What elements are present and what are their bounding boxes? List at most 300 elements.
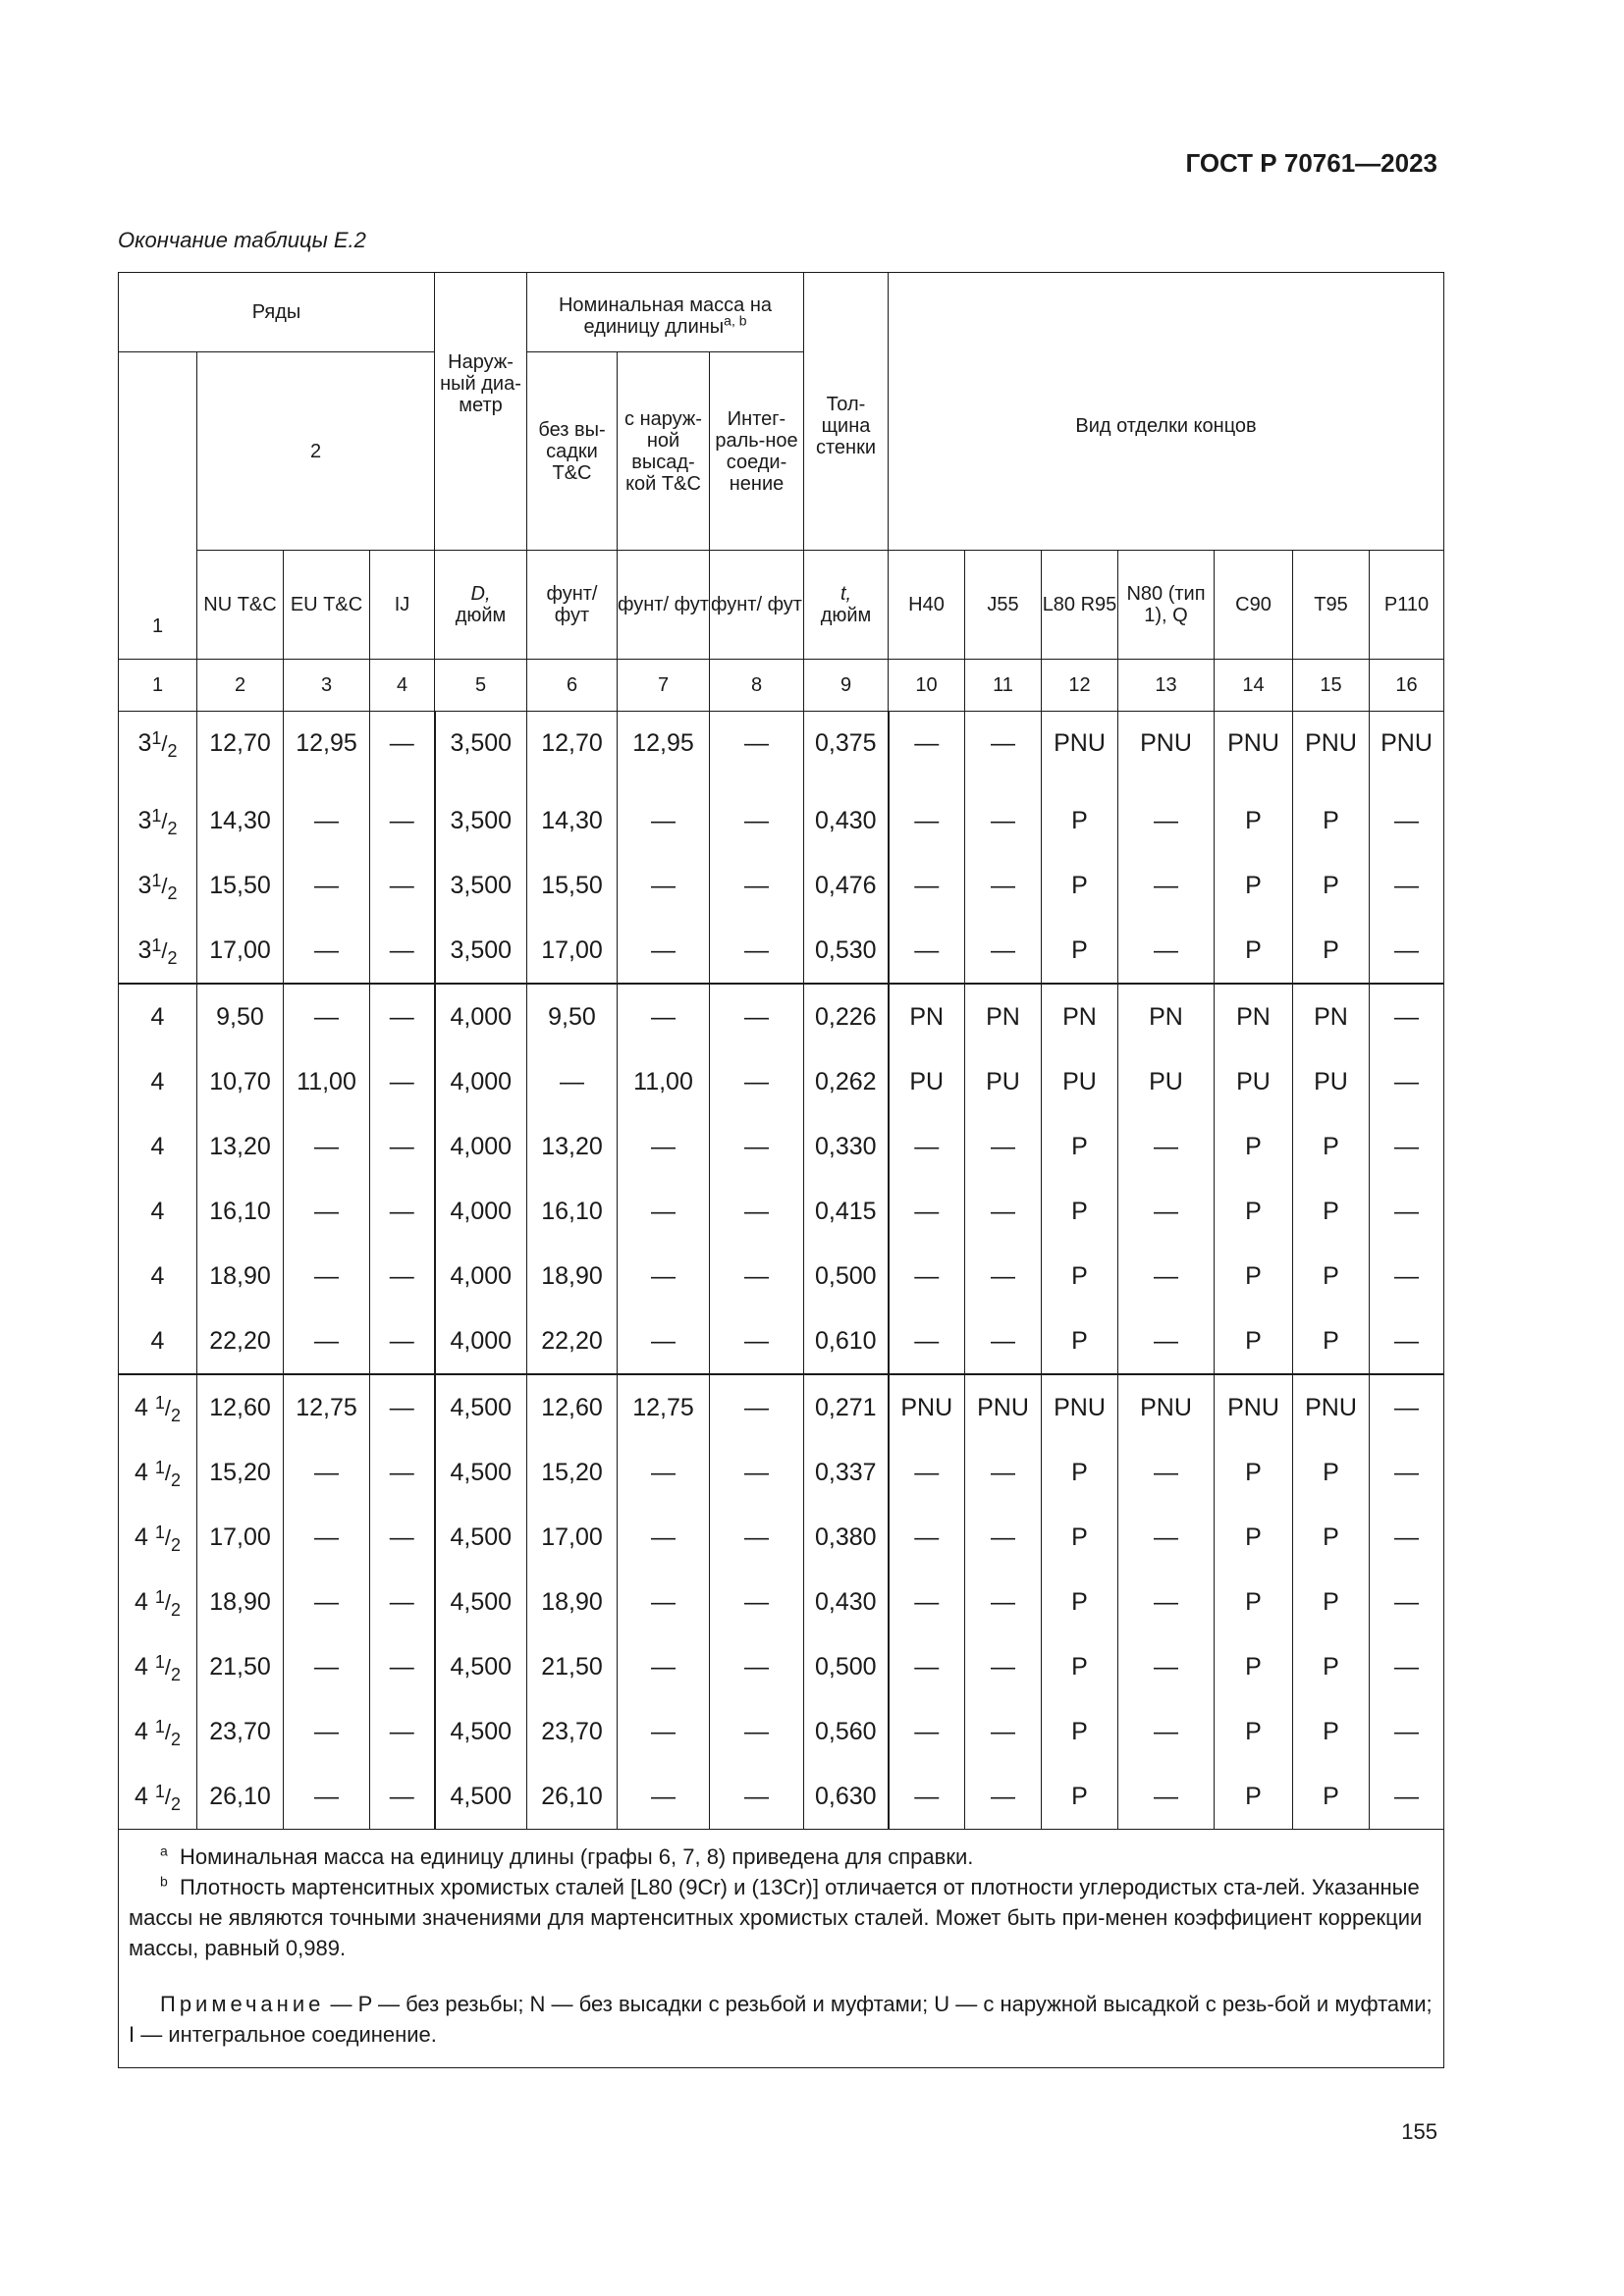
cell-size: 4 $^1/_2$	[119, 1374, 197, 1440]
cell-size: 4 $^1/_2$	[119, 1634, 197, 1699]
cell-m7: —	[618, 853, 710, 918]
standard-code: ГОСТ Р 70761—2023	[1185, 148, 1437, 178]
cell-p110: —	[1370, 1699, 1444, 1764]
cell-size: 4	[119, 1179, 197, 1244]
cell-eu: —	[284, 1699, 370, 1764]
cell-ij: —	[370, 1308, 435, 1374]
cell-eu: —	[284, 788, 370, 853]
cell-m6: 17,00	[527, 1505, 618, 1570]
cell-j55: —	[965, 1114, 1042, 1179]
column-number: 2	[197, 660, 284, 712]
table-row	[119, 1440, 1444, 1505]
cell-h40: —	[889, 712, 965, 789]
cell-d: 3,500	[435, 788, 527, 853]
cell-eu: —	[284, 1440, 370, 1505]
cell-j55: —	[965, 1440, 1042, 1505]
cell-m7: —	[618, 1699, 710, 1764]
cell-m8: —	[710, 984, 804, 1049]
cell-p110: PNU	[1370, 712, 1444, 789]
cell-n80: —	[1118, 1505, 1215, 1570]
cell-m6: 17,00	[527, 918, 618, 984]
cell-eu: —	[284, 918, 370, 984]
cell-l80: PU	[1042, 1049, 1118, 1114]
cell-eu: —	[284, 1244, 370, 1308]
cell-t95: P	[1293, 1570, 1370, 1634]
cell-m7: —	[618, 1634, 710, 1699]
cell-m8: —	[710, 1505, 804, 1570]
cell-j55: PN	[965, 984, 1042, 1049]
cell-h40: —	[889, 1244, 965, 1308]
table-body	[119, 712, 1444, 1830]
cell-ij: —	[370, 1699, 435, 1764]
cell-t95: P	[1293, 1308, 1370, 1374]
cell-t: 0,500	[804, 1244, 889, 1308]
cell-l80: P	[1042, 1308, 1118, 1374]
cell-p110: —	[1370, 1244, 1444, 1308]
cell-eu: —	[284, 1308, 370, 1374]
cell-t95: P	[1293, 1179, 1370, 1244]
unit-lbft-7: фунт/ фут	[618, 551, 710, 660]
table-row	[119, 712, 1444, 789]
cell-j55: PNU	[965, 1374, 1042, 1440]
unit-eu: EU Т&С	[284, 551, 370, 660]
cell-d: 4,000	[435, 1308, 527, 1374]
cell-c90: PNU	[1215, 712, 1293, 789]
cell-l80: P	[1042, 1179, 1118, 1244]
cell-m6: 16,10	[527, 1179, 618, 1244]
cell-m8: —	[710, 1440, 804, 1505]
cell-n80: —	[1118, 1114, 1215, 1179]
cell-l80: P	[1042, 1114, 1118, 1179]
cell-h40: PNU	[889, 1374, 965, 1440]
cell-t: 0,380	[804, 1505, 889, 1570]
cell-eu: 11,00	[284, 1049, 370, 1114]
cell-t: 0,262	[804, 1049, 889, 1114]
cell-c90: P	[1215, 1764, 1293, 1830]
header-end-finish: Вид отделки концов	[889, 273, 1444, 551]
cell-ij: —	[370, 788, 435, 853]
column-number: 5	[435, 660, 527, 712]
cell-eu: 12,95	[284, 712, 370, 789]
cell-m6: 12,70	[527, 712, 618, 789]
cell-h40: PN	[889, 984, 965, 1049]
cell-c90: P	[1215, 788, 1293, 853]
cell-j55: —	[965, 712, 1042, 789]
cell-l80: P	[1042, 1699, 1118, 1764]
cell-p110: —	[1370, 788, 1444, 853]
column-number: 4	[370, 660, 435, 712]
cell-l80: P	[1042, 1634, 1118, 1699]
cell-nu: 12,70	[197, 712, 284, 789]
cell-t: 0,330	[804, 1114, 889, 1179]
cell-j55: —	[965, 1179, 1042, 1244]
cell-m7: —	[618, 1440, 710, 1505]
cell-t: 0,337	[804, 1440, 889, 1505]
cell-m8: —	[710, 1634, 804, 1699]
cell-m6: —	[527, 1049, 618, 1114]
cell-d: 4,500	[435, 1699, 527, 1764]
cell-m7: —	[618, 1764, 710, 1830]
cell-l80: PN	[1042, 984, 1118, 1049]
cell-l80: P	[1042, 1764, 1118, 1830]
cell-t: 0,476	[804, 853, 889, 918]
cell-n80: PNU	[1118, 712, 1215, 789]
cell-nu: 9,50	[197, 984, 284, 1049]
cell-d: 4,000	[435, 1244, 527, 1308]
cell-d: 4,000	[435, 984, 527, 1049]
cell-m7: —	[618, 918, 710, 984]
cell-c90: PNU	[1215, 1374, 1293, 1440]
table-row	[119, 1114, 1444, 1179]
table-row	[119, 1634, 1444, 1699]
cell-p110: —	[1370, 984, 1444, 1049]
cell-m8: —	[710, 1570, 804, 1634]
table-row	[119, 1049, 1444, 1114]
cell-m6: 12,60	[527, 1374, 618, 1440]
cell-p110: —	[1370, 1634, 1444, 1699]
cell-m7: —	[618, 1570, 710, 1634]
cell-nu: 15,20	[197, 1440, 284, 1505]
unit-d: D, дюйм	[435, 551, 527, 660]
unit-h40: H40	[889, 551, 965, 660]
cell-m7: —	[618, 1244, 710, 1308]
header-mass-no-upset: без вы-садки Т&С	[527, 352, 618, 551]
column-numbers-row	[119, 660, 1444, 712]
cell-j55: —	[965, 1505, 1042, 1570]
cell-t: 0,610	[804, 1308, 889, 1374]
cell-t95: P	[1293, 1114, 1370, 1179]
cell-m8: —	[710, 918, 804, 984]
header-wall-thickness: Тол-щина стенки	[804, 273, 889, 551]
cell-size: 4	[119, 1308, 197, 1374]
cell-m7: —	[618, 1308, 710, 1374]
cell-t95: P	[1293, 1244, 1370, 1308]
cell-n80: —	[1118, 788, 1215, 853]
unit-j55: J55	[965, 551, 1042, 660]
cell-m8: —	[710, 1049, 804, 1114]
cell-nu: 26,10	[197, 1764, 284, 1830]
cell-d: 4,500	[435, 1570, 527, 1634]
cell-size: $3^1/_2$	[119, 712, 197, 789]
unit-lbft-6: фунт/ фут	[527, 551, 618, 660]
cell-m6: 23,70	[527, 1699, 618, 1764]
cell-j55: —	[965, 1699, 1042, 1764]
cell-ij: —	[370, 1114, 435, 1179]
column-number: 9	[804, 660, 889, 712]
cell-t: 0,430	[804, 788, 889, 853]
column-number: 15	[1293, 660, 1370, 712]
cell-d: 4,000	[435, 1114, 527, 1179]
cell-m7: —	[618, 1179, 710, 1244]
cell-nu: 15,50	[197, 853, 284, 918]
column-number: 3	[284, 660, 370, 712]
cell-l80: P	[1042, 853, 1118, 918]
cell-n80: —	[1118, 1764, 1215, 1830]
cell-size: 4 $^1/_2$	[119, 1764, 197, 1830]
cell-m7: 12,75	[618, 1374, 710, 1440]
cell-t95: P	[1293, 918, 1370, 984]
cell-l80: P	[1042, 918, 1118, 984]
cell-l80: P	[1042, 788, 1118, 853]
cell-eu: —	[284, 1570, 370, 1634]
cell-m8: —	[710, 712, 804, 789]
cell-t95: PNU	[1293, 712, 1370, 789]
cell-l80: P	[1042, 1244, 1118, 1308]
cell-t: 0,530	[804, 918, 889, 984]
cell-m7: —	[618, 788, 710, 853]
cell-ij: —	[370, 1570, 435, 1634]
unit-l80: L80 R95	[1042, 551, 1118, 660]
table-row	[119, 1179, 1444, 1244]
cell-size: 4	[119, 1114, 197, 1179]
unit-lbft-8: фунт/ фут	[710, 551, 804, 660]
cell-h40: —	[889, 1570, 965, 1634]
table-row	[119, 853, 1444, 918]
cell-j55: PU	[965, 1049, 1042, 1114]
cell-size: $3^1/_2$	[119, 853, 197, 918]
cell-j55: —	[965, 1570, 1042, 1634]
column-number: 11	[965, 660, 1042, 712]
cell-j55: —	[965, 1244, 1042, 1308]
cell-n80: —	[1118, 1244, 1215, 1308]
cell-m6: 22,20	[527, 1308, 618, 1374]
table-row	[119, 1374, 1444, 1440]
cell-eu: —	[284, 1179, 370, 1244]
footnote-a: $^a$ Номинальная масса на единицу длины (графы 6, 7, 8) приведена для справки.	[160, 1842, 974, 1869]
cell-n80: PN	[1118, 984, 1215, 1049]
cell-d: 4,500	[435, 1440, 527, 1505]
cell-t95: P	[1293, 1634, 1370, 1699]
cell-ij: —	[370, 1179, 435, 1244]
cell-h40: —	[889, 1764, 965, 1830]
cell-nu: 23,70	[197, 1699, 284, 1764]
cell-m8: —	[710, 1699, 804, 1764]
cell-ij: —	[370, 918, 435, 984]
cell-t95: PN	[1293, 984, 1370, 1049]
cell-size: 4 $^1/_2$	[119, 1699, 197, 1764]
cell-t95: P	[1293, 788, 1370, 853]
cell-t: 0,560	[804, 1699, 889, 1764]
cell-size: 4	[119, 1049, 197, 1114]
cell-ij: —	[370, 1764, 435, 1830]
column-number: 12	[1042, 660, 1118, 712]
cell-p110: —	[1370, 1505, 1444, 1570]
cell-c90: P	[1215, 1505, 1293, 1570]
cell-m7: —	[618, 1114, 710, 1179]
unit-ij: IJ	[370, 551, 435, 660]
table-caption: Окончание таблицы Е.2	[118, 228, 366, 252]
unit-t: t, дюйм	[804, 551, 889, 660]
cell-n80: —	[1118, 1634, 1215, 1699]
cell-t: 0,226	[804, 984, 889, 1049]
cell-j55: —	[965, 853, 1042, 918]
cell-n80: PNU	[1118, 1374, 1215, 1440]
cell-t: 0,430	[804, 1570, 889, 1634]
cell-p110: —	[1370, 1764, 1444, 1830]
cell-m6: 15,50	[527, 853, 618, 918]
table-row	[119, 788, 1444, 853]
cell-m6: 9,50	[527, 984, 618, 1049]
cell-ij: —	[370, 1374, 435, 1440]
column-number: 14	[1215, 660, 1293, 712]
cell-j55: —	[965, 788, 1042, 853]
header-mass-ext-upset: с наруж-ной высад-кой Т&С	[618, 352, 710, 551]
table-row	[119, 1308, 1444, 1374]
cell-eu: —	[284, 1634, 370, 1699]
cell-n80: —	[1118, 1699, 1215, 1764]
cell-m6: 14,30	[527, 788, 618, 853]
cell-h40: —	[889, 788, 965, 853]
cell-c90: P	[1215, 1440, 1293, 1505]
cell-d: 4,500	[435, 1634, 527, 1699]
cell-d: 3,500	[435, 712, 527, 789]
cell-n80: —	[1118, 1440, 1215, 1505]
footnote-b: $^b$ Плотность мартенситных хромистых сталей [L80 (9Cr) и (13Cr)] отличается от плотности углеродистых ста-лей. Указанные массы не являются точными значениями для мартенситных хромистых сталей. Может быть при-менен коэффициент коррекции массы, равный 0,989.	[129, 1873, 1423, 1960]
cell-size: $3^1/_2$	[119, 918, 197, 984]
cell-p110: —	[1370, 1179, 1444, 1244]
cell-m8: —	[710, 1308, 804, 1374]
cell-ij: —	[370, 1244, 435, 1308]
cell-h40: —	[889, 918, 965, 984]
cell-d: 4,500	[435, 1764, 527, 1830]
cell-nu: 21,50	[197, 1634, 284, 1699]
cell-nu: 16,10	[197, 1179, 284, 1244]
cell-m8: —	[710, 1244, 804, 1308]
cell-m6: 13,20	[527, 1114, 618, 1179]
cell-size: 4 $^1/_2$	[119, 1440, 197, 1505]
cell-t95: P	[1293, 1505, 1370, 1570]
cell-ij: —	[370, 712, 435, 789]
cell-m8: —	[710, 1179, 804, 1244]
header-row-2: 2	[197, 352, 435, 551]
cell-h40: —	[889, 1114, 965, 1179]
unit-n80: N80 (тип 1), Q	[1118, 551, 1215, 660]
cell-l80: P	[1042, 1570, 1118, 1634]
pipe-table	[118, 272, 1444, 2068]
cell-nu: 14,30	[197, 788, 284, 853]
cell-t95: P	[1293, 1440, 1370, 1505]
cell-h40: —	[889, 1699, 965, 1764]
cell-eu: —	[284, 1114, 370, 1179]
cell-m7: —	[618, 984, 710, 1049]
cell-l80: P	[1042, 1505, 1118, 1570]
cell-c90: P	[1215, 1179, 1293, 1244]
column-number: 1	[119, 660, 197, 712]
cell-size: 4 $^1/_2$	[119, 1570, 197, 1634]
table-row	[119, 984, 1444, 1049]
cell-c90: P	[1215, 1570, 1293, 1634]
header-outer-diameter: Наруж-ный диа-метр	[435, 273, 527, 551]
cell-n80: PU	[1118, 1049, 1215, 1114]
cell-size: 4	[119, 1244, 197, 1308]
cell-h40: —	[889, 1634, 965, 1699]
column-number: 6	[527, 660, 618, 712]
table-row	[119, 918, 1444, 984]
cell-l80: PNU	[1042, 712, 1118, 789]
cell-h40: —	[889, 1308, 965, 1374]
cell-h40: —	[889, 1179, 965, 1244]
column-number: 10	[889, 660, 965, 712]
cell-p110: —	[1370, 918, 1444, 984]
cell-m6: 18,90	[527, 1570, 618, 1634]
cell-m7: —	[618, 1505, 710, 1570]
table-row	[119, 1699, 1444, 1764]
cell-n80: —	[1118, 1179, 1215, 1244]
cell-c90: P	[1215, 918, 1293, 984]
column-number: 7	[618, 660, 710, 712]
cell-t: 0,271	[804, 1374, 889, 1440]
cell-ij: —	[370, 984, 435, 1049]
cell-d: 4,000	[435, 1049, 527, 1114]
cell-d: 4,000	[435, 1179, 527, 1244]
cell-nu: 18,90	[197, 1244, 284, 1308]
cell-size: 4 $^1/_2$	[119, 1505, 197, 1570]
cell-p110: —	[1370, 853, 1444, 918]
column-number: 16	[1370, 660, 1444, 712]
cell-m6: 26,10	[527, 1764, 618, 1830]
cell-eu: —	[284, 984, 370, 1049]
cell-c90: P	[1215, 853, 1293, 918]
column-number: 8	[710, 660, 804, 712]
cell-p110: —	[1370, 1049, 1444, 1114]
cell-c90: PU	[1215, 1049, 1293, 1114]
cell-d: 3,500	[435, 918, 527, 984]
cell-n80: —	[1118, 1308, 1215, 1374]
cell-h40: —	[889, 853, 965, 918]
footnotes	[119, 1830, 1444, 2068]
cell-ij: —	[370, 1440, 435, 1505]
cell-t95: PNU	[1293, 1374, 1370, 1440]
table-row	[119, 1764, 1444, 1830]
cell-c90: P	[1215, 1699, 1293, 1764]
cell-m8: —	[710, 1114, 804, 1179]
cell-m8: —	[710, 788, 804, 853]
header-row-1: 1	[119, 352, 197, 660]
cell-h40: —	[889, 1505, 965, 1570]
cell-ij: —	[370, 853, 435, 918]
cell-j55: —	[965, 918, 1042, 984]
cell-p110: —	[1370, 1308, 1444, 1374]
cell-c90: PN	[1215, 984, 1293, 1049]
unit-c90: C90	[1215, 551, 1293, 660]
cell-j55: —	[965, 1634, 1042, 1699]
table-note: Примечание — P — без резьбы; N — без высадки с резьбой и муфтами; U — с наружной высадкой с резь-бой и муфтами; I — интегральное соединение.	[129, 1992, 1433, 2047]
unit-t95: T95	[1293, 551, 1370, 660]
page-number: 155	[1401, 2119, 1437, 2144]
cell-n80: —	[1118, 1570, 1215, 1634]
cell-nu: 22,20	[197, 1308, 284, 1374]
unit-nu: NU Т&С	[197, 551, 284, 660]
cell-p110: —	[1370, 1114, 1444, 1179]
cell-nu: 18,90	[197, 1570, 284, 1634]
cell-c90: P	[1215, 1244, 1293, 1308]
cell-p110: —	[1370, 1440, 1444, 1505]
cell-ij: —	[370, 1634, 435, 1699]
cell-d: 4,500	[435, 1374, 527, 1440]
cell-t: 0,630	[804, 1764, 889, 1830]
header-mass-integral: Интег-раль-ное соеди-нение	[710, 352, 804, 551]
cell-m6: 21,50	[527, 1634, 618, 1699]
cell-eu: —	[284, 1505, 370, 1570]
cell-c90: P	[1215, 1634, 1293, 1699]
cell-m7: 11,00	[618, 1049, 710, 1114]
table-row	[119, 1570, 1444, 1634]
cell-t: 0,415	[804, 1179, 889, 1244]
cell-m8: —	[710, 1374, 804, 1440]
cell-ij: —	[370, 1049, 435, 1114]
cell-nu: 10,70	[197, 1049, 284, 1114]
cell-t: 0,375	[804, 712, 889, 789]
